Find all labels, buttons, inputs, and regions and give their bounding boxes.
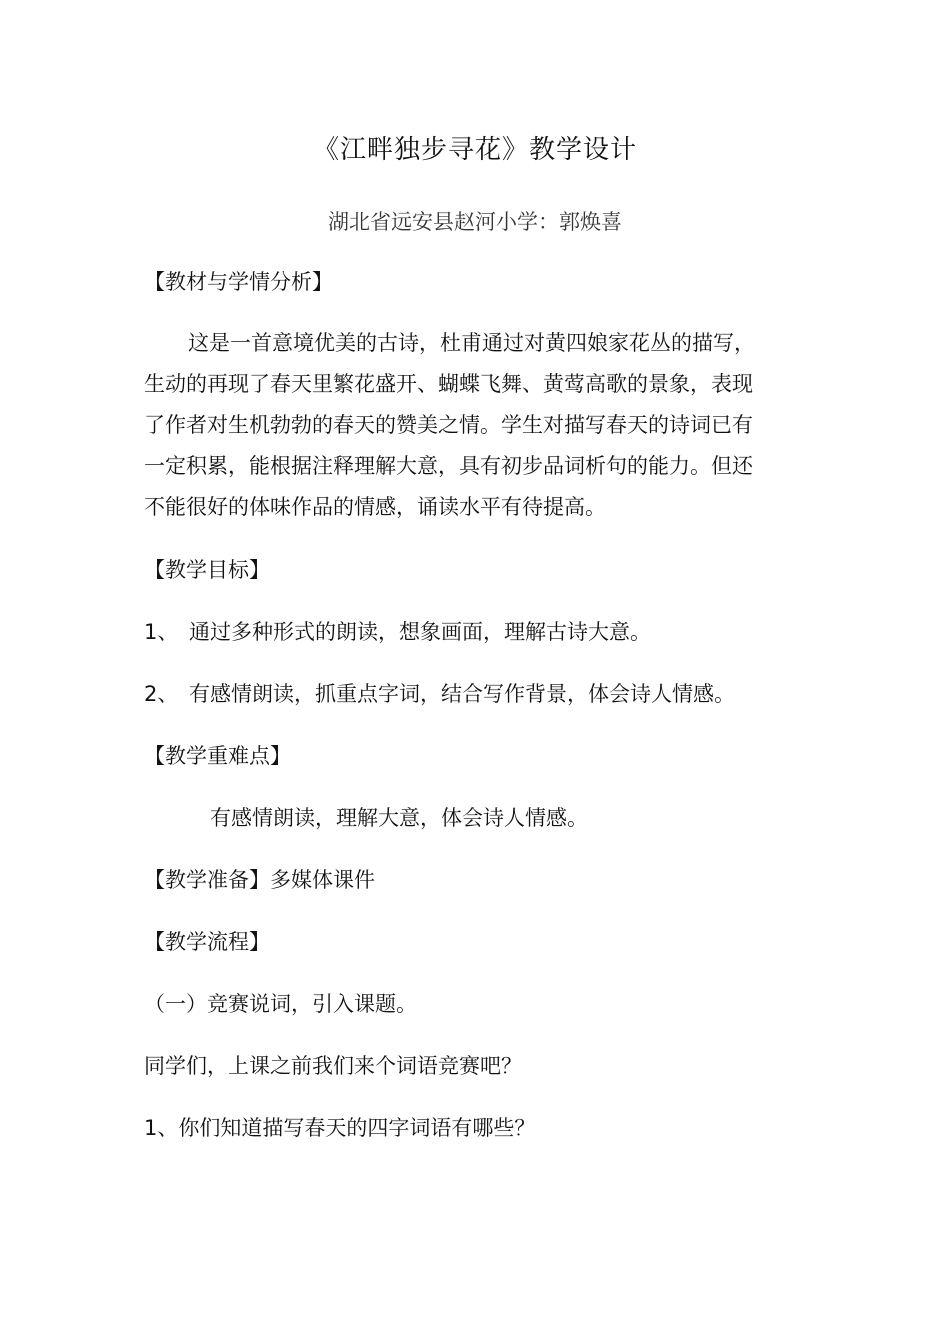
analysis-line: 这是一首意境优美的古诗，杜甫通过对黄四娘家花丛的描写， (188, 331, 755, 355)
process-heading: 【教学流程】 (144, 930, 270, 954)
goal-number: 2、 (144, 682, 179, 706)
key-points-heading: 【教学重难点】 (144, 744, 291, 768)
goal-item (144, 614, 651, 650)
document-title: 《江畔独步寻花》教学设计 (312, 135, 637, 165)
goal-text: 有感情朗读，抓重点字词，结合写作背景，体会诗人情感。 (189, 682, 735, 706)
goal-item (144, 676, 735, 712)
goal-text: 通过多种形式的朗读，想象画面，理解古诗大意。 (189, 620, 651, 644)
analysis-line: 不能很好的体味作品的情感，诵读水平有待提高。 (144, 495, 606, 519)
analysis-line: 生动的再现了春天里繁花盛开、蝴蝶飞舞、黄莺高歌的景象，表现 (144, 372, 753, 396)
step1-intro: 同学们，上课之前我们来个词语竞赛吧？ (144, 1054, 522, 1078)
analysis-heading: 【教材与学情分析】 (144, 270, 333, 294)
document-author: 湖北省远安县赵河小学：郭焕喜 (328, 210, 622, 234)
analysis-paragraph (144, 323, 804, 528)
step1-question: 1、你们知道描写春天的四字词语有哪些？ (144, 1116, 536, 1140)
analysis-line: 了作者对生机勃勃的春天的赞美之情。学生对描写春天的诗词已有 (144, 413, 753, 437)
key-points-text: 有感情朗读，理解大意，体会诗人情感。 (210, 806, 588, 830)
step1-heading: （一）竞赛说词，引入课题。 (144, 992, 417, 1016)
goal-number: 1、 (144, 620, 179, 644)
preparation-line: 【教学准备】多媒体课件 (144, 868, 375, 892)
goals-heading: 【教学目标】 (144, 558, 270, 582)
analysis-line: 一定积累，能根据注释理解大意，具有初步品词析句的能力。但还 (144, 454, 753, 478)
